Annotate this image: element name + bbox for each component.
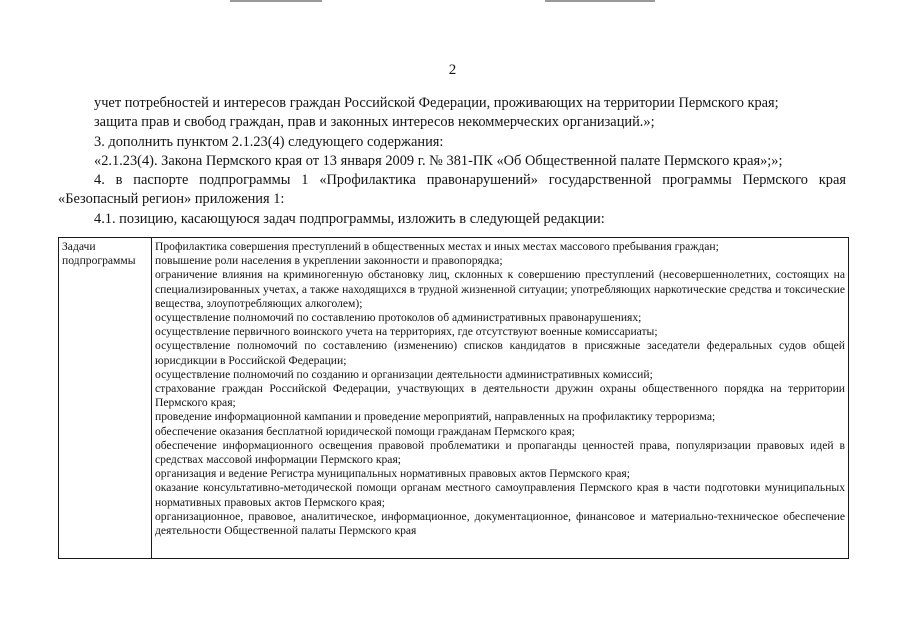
task-item: осуществление первичного воинского учета на территориях, где отсутствуют военные комиссариаты; bbox=[155, 325, 658, 339]
task-item: обеспечение оказания бесплатной юридической помощи гражданам Пермского края; bbox=[155, 424, 575, 438]
task-item: организационное, правовое, аналитическое, информационное, документационное, финансовое и материально-техническое обеспечение деятельности Общественной палаты Пермского края bbox=[155, 509, 845, 538]
paragraph-3: 3. дополнить пунктом 2.1.23(4) следующего содержания: bbox=[94, 133, 444, 150]
paragraph-4: «2.1.23(4). Закона Пермского края от 13 января 2009 г. № 381-ПК «Об Общественной палате Пермского края»;»; bbox=[94, 152, 783, 169]
paragraph-1: учет потребностей и интересов граждан Российской Федерации, проживающих на территории Пермского края; bbox=[94, 95, 779, 111]
table-heading-cell: Задачи подпрограммы bbox=[59, 238, 152, 559]
table-row bbox=[59, 238, 849, 559]
paragraph-5: 4. в паспорте подпрограммы 1 «Профилактика правонарушений» государственной программы Пермского края «Безопасный регион» приложения 1: bbox=[58, 172, 846, 208]
task-item: обеспечение информационного освещения правовой проблематики и пропаганды ценностей права, популяризации правовых идей в средствах массовой информации Пермского края; bbox=[155, 438, 845, 467]
page-number: 2 bbox=[448, 62, 457, 78]
document-body bbox=[58, 94, 846, 229]
scan-mark-right bbox=[545, 0, 655, 2]
task-item: ограничение влияния на криминогенную обстановку лиц, склонных к совершению преступлений (несовершеннолетних, состоящих на специализированных учетах, а также находящихся в трудной жизненной ситуации; употребляющих наркотические средства и токсические вещества, злоупотребляющих алкоголем); bbox=[155, 268, 845, 310]
table-tasks-cell bbox=[152, 238, 849, 559]
task-item: Профилактика совершения преступлений в общественных местах и иных местах массового пребывания граждан; bbox=[155, 240, 719, 253]
task-item: страхование граждан Российской Федерации, участвующих в деятельности дружин охраны общественного порядка на территории Пермского края; bbox=[155, 382, 845, 410]
task-item: осуществление полномочий по составлению (изменению) списков кандидатов в присяжные заседатели федеральных судов общей юрисдикции в Российской Федерации; bbox=[155, 339, 845, 367]
task-item: оказание консультативно-методической помощи органам местного самоуправления Пермского края в части подготовки муниципальных нормативных правовых актов Пермского края; bbox=[155, 481, 845, 509]
task-item: организация и ведение Регистра муниципальных нормативных правовых актов Пермского края; bbox=[155, 467, 630, 481]
task-item: осуществление полномочий по созданию и организации деятельности административных комиссий; bbox=[155, 367, 653, 381]
subprogram-tasks-table bbox=[58, 237, 849, 559]
task-item: повышение роли населения в укреплении законности и правопорядка; bbox=[155, 254, 503, 268]
task-item: проведение информационной кампании и проведение мероприятий, направленных на профилактику терроризма; bbox=[155, 410, 716, 424]
scan-edge-marks bbox=[0, 0, 905, 4]
task-list bbox=[155, 240, 845, 538]
scan-mark-left bbox=[230, 0, 322, 2]
paragraph-2: защита прав и свобод граждан, прав и законных интересов некоммерческих организаций.»; bbox=[94, 114, 655, 131]
paragraph-6: 4.1. позицию, касающуюся задач подпрограммы, изложить в следующей редакции: bbox=[94, 210, 605, 227]
task-item: осуществление полномочий по составлению протоколов об административных правонарушениях; bbox=[155, 311, 642, 325]
